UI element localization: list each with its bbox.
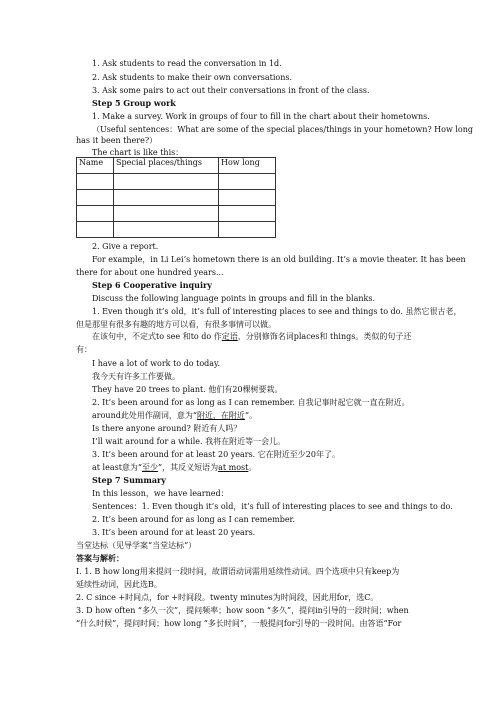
table-cell bbox=[77, 190, 114, 206]
table-cell bbox=[114, 174, 219, 190]
chart-header-how-long: How long bbox=[219, 158, 276, 174]
table-row bbox=[77, 190, 276, 206]
step5-chart-intro: The chart is like this： bbox=[92, 148, 184, 157]
step5-report: 2. Give a report. bbox=[92, 242, 159, 251]
step5-example-2: there for about one hundred years... bbox=[76, 268, 224, 277]
blank-answer: 附近，在附近 bbox=[196, 411, 245, 420]
step6-point-1-more: 有： bbox=[76, 345, 92, 354]
summary-sentence-3: 3. It’s been around for at least 20 years. bbox=[92, 528, 256, 537]
answers-title: 答案与解析： bbox=[76, 553, 124, 563]
step5-survey: 1. Make a survey. Work in groups of four to fill in the chart about their hometowns. bbox=[92, 112, 430, 121]
step4-item-1: 1. Ask students to read the conversation in 1d. bbox=[92, 59, 282, 68]
step5-useful-2: has it been there?） bbox=[76, 136, 158, 145]
step6-point-1-translation: 但是那里有很多有趣的地方可以看，有很多事情可以做。 bbox=[76, 320, 276, 329]
answer-2: 2. C since +时间点，for +时间段。twenty minutes为时间段，因此用for，选C。 bbox=[76, 593, 379, 602]
step7-heading: Step 7 Summary bbox=[92, 475, 166, 485]
step6-point-1: 1. Even though it’s old，it’s full of interesting places to see and things to do. 虽然它很古老， bbox=[92, 307, 462, 316]
table-cell bbox=[219, 222, 276, 238]
example-sentence-1: I have a lot of work to do today. bbox=[92, 359, 221, 368]
table-row bbox=[77, 174, 276, 190]
dangtang-note: 当堂达标（见导学案“当堂达标”） bbox=[76, 541, 197, 550]
answer-1-cont: 延续性动词，因此选B。 bbox=[76, 580, 162, 589]
table-cell bbox=[114, 206, 219, 222]
chart-header-places: Special places/things bbox=[114, 158, 219, 174]
table-row bbox=[77, 158, 276, 174]
blank-answer: at most bbox=[218, 463, 249, 472]
step4-item-2: 2. Ask students to make their own conversations. bbox=[92, 73, 293, 82]
blank-answer: 定语 bbox=[221, 332, 238, 341]
text-run: ，分别修饰名词places和 things。类似的句子还 bbox=[237, 332, 412, 341]
table-cell bbox=[219, 190, 276, 206]
text-run: 在该句中，不定式to see 和to do 作 bbox=[92, 332, 222, 341]
at-least-explain bbox=[92, 462, 256, 473]
step6-heading: Step 6 Cooperative inquiry bbox=[92, 280, 212, 290]
table-cell bbox=[77, 174, 114, 190]
text-run: ”。 bbox=[244, 411, 258, 420]
step6-point-3: 3. It’s been around for at least 20 years. 它在附近至少20年了。 bbox=[92, 450, 340, 459]
text-run: at least意为“ bbox=[92, 463, 142, 472]
example-translation-1: 我今天有许多工作要做。 bbox=[92, 372, 180, 381]
example-sentence-2: They have 20 trees to plant. 他们有20棵树要栽。 bbox=[92, 385, 283, 394]
table-row bbox=[77, 222, 276, 238]
text-run: around此处用作副词，意为“ bbox=[92, 411, 197, 420]
table-cell bbox=[77, 222, 114, 238]
step7-intro: In this lesson，we have learned： bbox=[92, 489, 229, 498]
answer-3-cont: “什么时候”，提问时间；how long “多长时间”，一般提问for引导的一段时间。由答语“For bbox=[76, 619, 402, 628]
table-cell bbox=[219, 206, 276, 222]
text-run: 。 bbox=[248, 463, 257, 472]
hometown-chart bbox=[76, 157, 276, 238]
step5-heading: Step 5 Group work bbox=[92, 98, 176, 108]
example-sentence-4: I’ll wait around for a while. 我将在附近等一会儿。 bbox=[92, 437, 286, 446]
answer-3: 3. D how often “多久一次”，提问频率；how soon “多久”，提问in引导的一段时间；when bbox=[76, 606, 409, 615]
example-sentence-3: Is there anyone around? 附近有人吗？ bbox=[92, 424, 242, 433]
step6-intro: Discuss the following language points in groups and fill in the blanks. bbox=[92, 294, 375, 303]
step4-item-3: 3. Ask some pairs to act out their conversations in front of the class. bbox=[92, 86, 370, 95]
table-row bbox=[77, 206, 276, 222]
step6-point-1-explain bbox=[92, 331, 411, 342]
step6-point-2: 2. It’s been around for as long as I can remember. 自我记事时起它就一直在附近。 bbox=[92, 398, 410, 407]
blank-answer: 至少 bbox=[142, 463, 158, 472]
table-cell bbox=[114, 190, 219, 206]
table-cell bbox=[77, 206, 114, 222]
table-cell bbox=[219, 174, 276, 190]
table-cell bbox=[114, 222, 219, 238]
summary-sentence-2: 2. It’s been around for as long as I can remember. bbox=[92, 515, 296, 524]
step5-example-1: For example，in Li Lei’s hometown there is an old building. It’s a movie theater. It has been bbox=[92, 255, 466, 264]
summary-sentence-1: Sentences：1. Even though it’s old，it’s full of interesting places to see and things to do. bbox=[92, 502, 453, 511]
around-explain bbox=[92, 410, 257, 421]
chart-header-name: Name bbox=[77, 158, 114, 174]
step5-useful-1: （Useful sentences：What are some of the special places/things in your hometown? How long bbox=[92, 125, 474, 134]
answer-1: Ⅰ. 1. B how long用来提问一段时间，故谓语动词需用延续性动词。四个选项中只有keep为 bbox=[76, 567, 400, 576]
text-run: ”，其反义短语为 bbox=[158, 463, 219, 472]
